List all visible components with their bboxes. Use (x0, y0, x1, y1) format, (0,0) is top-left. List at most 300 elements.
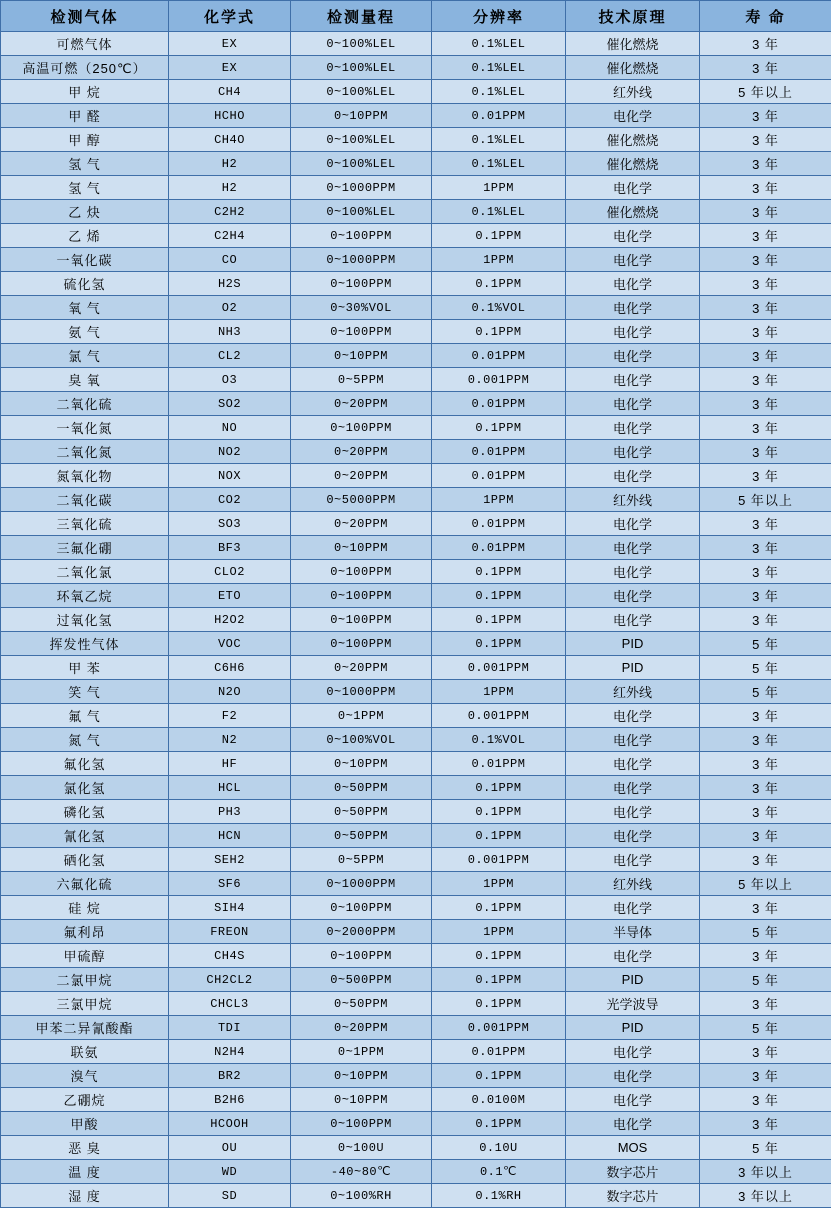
table-cell-principle: 电化学 (566, 800, 700, 824)
table-cell-range: 0~1000PPM (291, 680, 432, 704)
table-cell-formula: SF6 (169, 872, 291, 896)
table-cell-range: 0~10PPM (291, 536, 432, 560)
table-cell-formula: ETO (169, 584, 291, 608)
table-cell-name: 甲 醇 (1, 128, 169, 152)
table-cell-range: 0~100PPM (291, 632, 432, 656)
table-cell-resolution: 0.1PPM (432, 1064, 566, 1088)
table-cell-range: 0~1000PPM (291, 872, 432, 896)
table-cell-name: 甲 烷 (1, 80, 169, 104)
table-cell-resolution: 1PPM (432, 872, 566, 896)
table-cell-principle: 电化学 (566, 896, 700, 920)
table-header-row (1, 1, 831, 32)
table-cell-life: 3 年 (700, 776, 831, 800)
table-cell-formula: CO2 (169, 488, 291, 512)
table-cell-formula: PH3 (169, 800, 291, 824)
table-cell-formula: NH3 (169, 320, 291, 344)
table-cell-resolution: 0.10U (432, 1136, 566, 1160)
table-cell-formula: SEH2 (169, 848, 291, 872)
table-cell-formula: EX (169, 32, 291, 56)
table-cell-life: 3 年 (700, 440, 831, 464)
table-cell-name: 氢 气 (1, 176, 169, 200)
table-row (1, 248, 831, 272)
table-cell-principle: 催化燃烧 (566, 152, 700, 176)
table-cell-principle: 电化学 (566, 944, 700, 968)
table-cell-name: 氢 气 (1, 152, 169, 176)
table-cell-resolution: 0.1PPM (432, 944, 566, 968)
table-cell-life: 3 年 (700, 824, 831, 848)
table-cell-resolution: 0.01PPM (432, 1040, 566, 1064)
table-cell-resolution: 0.01PPM (432, 512, 566, 536)
table-cell-formula: HCHO (169, 104, 291, 128)
table-row (1, 1184, 831, 1208)
table-cell-formula: B2H6 (169, 1088, 291, 1112)
table-cell-principle: 催化燃烧 (566, 128, 700, 152)
table-cell-principle: 电化学 (566, 248, 700, 272)
table-cell-resolution: 0.001PPM (432, 656, 566, 680)
table-cell-formula: CH4O (169, 128, 291, 152)
table-cell-resolution: 0.01PPM (432, 752, 566, 776)
table-cell-life: 5 年 (700, 920, 831, 944)
table-cell-name: 甲硫醇 (1, 944, 169, 968)
table-cell-formula: O2 (169, 296, 291, 320)
table-cell-formula: TDI (169, 1016, 291, 1040)
table-cell-life: 3 年 (700, 704, 831, 728)
table-cell-principle: 电化学 (566, 296, 700, 320)
table-cell-principle: 电化学 (566, 464, 700, 488)
table-cell-range: 0~100PPM (291, 320, 432, 344)
table-row (1, 1040, 831, 1064)
table-row (1, 272, 831, 296)
table-row (1, 440, 831, 464)
table-cell-life: 3 年 (700, 944, 831, 968)
table-cell-formula: CL2 (169, 344, 291, 368)
table-row (1, 536, 831, 560)
table-cell-formula: VOC (169, 632, 291, 656)
table-row (1, 752, 831, 776)
table-cell-resolution: 0.01PPM (432, 104, 566, 128)
table-cell-life: 3 年 (700, 464, 831, 488)
table-cell-resolution: 0.1PPM (432, 776, 566, 800)
table-row (1, 56, 831, 80)
table-row (1, 1160, 831, 1184)
table-cell-principle: 电化学 (566, 368, 700, 392)
table-cell-range: 0~100PPM (291, 608, 432, 632)
table-cell-name: 三氟化硼 (1, 536, 169, 560)
table-cell-name: 二氧化碳 (1, 488, 169, 512)
table-cell-principle: 红外线 (566, 488, 700, 512)
table-row (1, 1088, 831, 1112)
column-header-formula: 化学式 (169, 1, 291, 32)
table-cell-name: 笑 气 (1, 680, 169, 704)
column-header-resolution: 分辨率 (432, 1, 566, 32)
table-cell-principle: 电化学 (566, 608, 700, 632)
table-cell-range: 0~30%VOL (291, 296, 432, 320)
table-cell-life: 3 年以上 (700, 1184, 831, 1208)
table-body (1, 32, 831, 1208)
table-cell-formula: SO2 (169, 392, 291, 416)
table-cell-formula: WD (169, 1160, 291, 1184)
table-cell-principle: 红外线 (566, 680, 700, 704)
table-row (1, 128, 831, 152)
column-header-range: 检测量程 (291, 1, 432, 32)
table-cell-range: 0~1000PPM (291, 176, 432, 200)
table-cell-resolution: 0.1PPM (432, 272, 566, 296)
table-cell-life: 5 年以上 (700, 80, 831, 104)
table-cell-principle: 电化学 (566, 1112, 700, 1136)
table-cell-range: 0~100PPM (291, 416, 432, 440)
table-cell-formula: CHCL3 (169, 992, 291, 1016)
table-cell-resolution: 0.1PPM (432, 632, 566, 656)
table-cell-life: 5 年 (700, 1136, 831, 1160)
table-cell-resolution: 0.001PPM (432, 704, 566, 728)
table-cell-life: 3 年 (700, 1040, 831, 1064)
table-cell-principle: 电化学 (566, 824, 700, 848)
table-cell-name: 氟 气 (1, 704, 169, 728)
table-cell-range: 0~10PPM (291, 1064, 432, 1088)
table-cell-range: 0~100%LEL (291, 56, 432, 80)
table-cell-principle: 红外线 (566, 80, 700, 104)
table-cell-name: 挥发性气体 (1, 632, 169, 656)
table-cell-life: 5 年以上 (700, 488, 831, 512)
table-cell-resolution: 0.01PPM (432, 440, 566, 464)
table-cell-life: 3 年 (700, 584, 831, 608)
table-cell-range: 0~1000PPM (291, 248, 432, 272)
table-cell-formula: O3 (169, 368, 291, 392)
table-cell-resolution: 0.1PPM (432, 896, 566, 920)
table-cell-formula: H2 (169, 176, 291, 200)
table-row (1, 416, 831, 440)
table-cell-range: 0~100%VOL (291, 728, 432, 752)
table-cell-formula: BF3 (169, 536, 291, 560)
table-cell-life: 3 年 (700, 320, 831, 344)
table-cell-life: 3 年 (700, 296, 831, 320)
table-cell-life: 3 年 (700, 728, 831, 752)
table-cell-formula: HF (169, 752, 291, 776)
table-cell-formula: EX (169, 56, 291, 80)
table-cell-life: 3 年 (700, 992, 831, 1016)
table-cell-resolution: 0.1PPM (432, 584, 566, 608)
table-cell-life: 5 年 (700, 1016, 831, 1040)
table-cell-name: 湿 度 (1, 1184, 169, 1208)
table-cell-life: 5 年 (700, 632, 831, 656)
table-cell-formula: N2H4 (169, 1040, 291, 1064)
table-cell-name: 过氧化氢 (1, 608, 169, 632)
table-cell-life: 3 年 (700, 1088, 831, 1112)
table-cell-range: 0~100PPM (291, 272, 432, 296)
table-cell-formula: H2 (169, 152, 291, 176)
table-cell-life: 3 年 (700, 392, 831, 416)
table-cell-formula: C2H2 (169, 200, 291, 224)
table-cell-principle: 催化燃烧 (566, 56, 700, 80)
table-cell-formula: NO (169, 416, 291, 440)
table-cell-principle: 电化学 (566, 392, 700, 416)
table-cell-life: 3 年 (700, 104, 831, 128)
table-row (1, 104, 831, 128)
table-cell-formula: BR2 (169, 1064, 291, 1088)
table-cell-name: 硅 烷 (1, 896, 169, 920)
table-cell-range: 0~100PPM (291, 560, 432, 584)
table-cell-life: 3 年 (700, 416, 831, 440)
table-row (1, 1136, 831, 1160)
table-cell-name: 氟利昂 (1, 920, 169, 944)
table-cell-principle: 电化学 (566, 320, 700, 344)
table-cell-resolution: 0.1℃ (432, 1160, 566, 1184)
table-cell-range: 0~500PPM (291, 968, 432, 992)
table-cell-principle: PID (566, 632, 700, 656)
table-cell-principle: 电化学 (566, 584, 700, 608)
table-row (1, 656, 831, 680)
table-cell-range: 0~100PPM (291, 224, 432, 248)
table-cell-range: 0~20PPM (291, 1016, 432, 1040)
table-row (1, 320, 831, 344)
table-row (1, 704, 831, 728)
table-cell-resolution: 0.1%LEL (432, 32, 566, 56)
table-cell-resolution: 0.001PPM (432, 848, 566, 872)
table-cell-range: 0~20PPM (291, 392, 432, 416)
table-cell-formula: OU (169, 1136, 291, 1160)
table-cell-life: 3 年以上 (700, 1160, 831, 1184)
table-cell-principle: 电化学 (566, 560, 700, 584)
table-cell-life: 3 年 (700, 368, 831, 392)
table-cell-principle: 电化学 (566, 272, 700, 296)
table-cell-life: 3 年 (700, 248, 831, 272)
table-cell-resolution: 0.0100M (432, 1088, 566, 1112)
table-cell-principle: PID (566, 1016, 700, 1040)
table-cell-name: 一氧化氮 (1, 416, 169, 440)
table-cell-resolution: 0.1%LEL (432, 200, 566, 224)
table-cell-resolution: 0.01PPM (432, 536, 566, 560)
table-cell-life: 3 年 (700, 1112, 831, 1136)
table-cell-range: 0~20PPM (291, 656, 432, 680)
table-cell-resolution: 1PPM (432, 248, 566, 272)
table-row (1, 560, 831, 584)
table-row (1, 992, 831, 1016)
table-cell-principle: 光学波导 (566, 992, 700, 1016)
table-cell-name: 氯 气 (1, 344, 169, 368)
table-cell-name: 乙 烯 (1, 224, 169, 248)
table-row (1, 968, 831, 992)
table-cell-formula: HCN (169, 824, 291, 848)
table-cell-name: 硫化氢 (1, 272, 169, 296)
table-cell-range: 0~20PPM (291, 464, 432, 488)
table-cell-name: 氮氧化物 (1, 464, 169, 488)
table-row (1, 800, 831, 824)
table-cell-formula: SO3 (169, 512, 291, 536)
table-row (1, 512, 831, 536)
table-cell-life: 3 年 (700, 272, 831, 296)
table-cell-principle: 电化学 (566, 1088, 700, 1112)
table-cell-formula: FREON (169, 920, 291, 944)
table-cell-resolution: 0.1%LEL (432, 152, 566, 176)
table-cell-formula: CH2CL2 (169, 968, 291, 992)
table-cell-formula: N2 (169, 728, 291, 752)
table-cell-resolution: 0.01PPM (432, 392, 566, 416)
table-cell-resolution: 0.001PPM (432, 1016, 566, 1040)
table-cell-range: 0~50PPM (291, 992, 432, 1016)
table-cell-life: 3 年 (700, 200, 831, 224)
table-cell-life: 3 年 (700, 560, 831, 584)
table-cell-name: 氧 气 (1, 296, 169, 320)
table-cell-name: 三氧化硫 (1, 512, 169, 536)
table-cell-name: 氯化氢 (1, 776, 169, 800)
table-cell-formula: CLO2 (169, 560, 291, 584)
table-row (1, 1112, 831, 1136)
table-cell-formula: NO2 (169, 440, 291, 464)
table-cell-resolution: 0.1PPM (432, 560, 566, 584)
table-cell-formula: HCL (169, 776, 291, 800)
table-row (1, 224, 831, 248)
table-cell-formula: HCOOH (169, 1112, 291, 1136)
table-cell-principle: 电化学 (566, 704, 700, 728)
table-cell-formula: N2O (169, 680, 291, 704)
table-cell-range: 0~100%LEL (291, 32, 432, 56)
table-cell-life: 3 年 (700, 752, 831, 776)
table-cell-resolution: 1PPM (432, 680, 566, 704)
table-cell-formula: F2 (169, 704, 291, 728)
table-row (1, 368, 831, 392)
table-cell-principle: PID (566, 968, 700, 992)
table-cell-name: 可燃气体 (1, 32, 169, 56)
table-cell-life: 3 年 (700, 152, 831, 176)
table-cell-name: 磷化氢 (1, 800, 169, 824)
table-cell-resolution: 0.1%VOL (432, 296, 566, 320)
table-cell-formula: H2O2 (169, 608, 291, 632)
table-row (1, 728, 831, 752)
table-cell-life: 3 年 (700, 608, 831, 632)
table-cell-principle: 电化学 (566, 752, 700, 776)
table-cell-range: 0~50PPM (291, 824, 432, 848)
table-row (1, 152, 831, 176)
table-row (1, 848, 831, 872)
table-row (1, 584, 831, 608)
table-cell-principle: 电化学 (566, 536, 700, 560)
table-cell-life: 5 年 (700, 680, 831, 704)
table-cell-principle: 电化学 (566, 728, 700, 752)
table-cell-life: 3 年 (700, 224, 831, 248)
table-cell-formula: C2H4 (169, 224, 291, 248)
table-cell-principle: 电化学 (566, 104, 700, 128)
table-cell-principle: 电化学 (566, 848, 700, 872)
table-cell-principle: 数字芯片 (566, 1160, 700, 1184)
table-row (1, 680, 831, 704)
table-cell-name: 高温可燃（250℃） (1, 56, 169, 80)
table-cell-name: 氮 气 (1, 728, 169, 752)
table-cell-life: 5 年 (700, 968, 831, 992)
table-cell-name: 甲酸 (1, 1112, 169, 1136)
table-cell-resolution: 0.1PPM (432, 800, 566, 824)
table-cell-name: 乙 炔 (1, 200, 169, 224)
table-row (1, 1064, 831, 1088)
table-cell-range: 0~10PPM (291, 752, 432, 776)
table-cell-name: 恶 臭 (1, 1136, 169, 1160)
table-cell-name: 溴气 (1, 1064, 169, 1088)
table-row (1, 80, 831, 104)
table-row (1, 776, 831, 800)
table-row (1, 392, 831, 416)
table-cell-life: 3 年 (700, 848, 831, 872)
table-cell-name: 二氧化硫 (1, 392, 169, 416)
table-cell-resolution: 0.001PPM (432, 368, 566, 392)
table-cell-range: 0~100U (291, 1136, 432, 1160)
table-cell-principle: 电化学 (566, 440, 700, 464)
table-cell-resolution: 0.1%RH (432, 1184, 566, 1208)
table-cell-range: 0~1PPM (291, 704, 432, 728)
table-cell-range: 0~100%LEL (291, 128, 432, 152)
table-cell-range: 0~20PPM (291, 440, 432, 464)
table-cell-formula: CO (169, 248, 291, 272)
table-row (1, 176, 831, 200)
table-cell-formula: NOX (169, 464, 291, 488)
table-cell-life: 3 年 (700, 344, 831, 368)
table-cell-formula: CH4 (169, 80, 291, 104)
table-cell-principle: 数字芯片 (566, 1184, 700, 1208)
table-cell-name: 甲 醛 (1, 104, 169, 128)
table-cell-formula: SD (169, 1184, 291, 1208)
table-cell-range: 0~1PPM (291, 1040, 432, 1064)
table-cell-name: 一氧化碳 (1, 248, 169, 272)
table-cell-range: 0~5PPM (291, 848, 432, 872)
table-cell-range: 0~100PPM (291, 584, 432, 608)
table-cell-life: 5 年以上 (700, 872, 831, 896)
table-cell-principle: 电化学 (566, 176, 700, 200)
table-cell-range: 0~2000PPM (291, 920, 432, 944)
table-cell-principle: 电化学 (566, 344, 700, 368)
table-row (1, 1016, 831, 1040)
table-cell-resolution: 0.1PPM (432, 416, 566, 440)
table-row (1, 872, 831, 896)
table-cell-principle: PID (566, 656, 700, 680)
table-cell-life: 3 年 (700, 1064, 831, 1088)
table-cell-resolution: 0.1%LEL (432, 80, 566, 104)
table-cell-name: 二氯甲烷 (1, 968, 169, 992)
table-cell-range: 0~100%LEL (291, 200, 432, 224)
table-cell-range: 0~100%LEL (291, 152, 432, 176)
table-cell-resolution: 0.1%LEL (432, 128, 566, 152)
table-cell-formula: SIH4 (169, 896, 291, 920)
table-cell-principle: 电化学 (566, 1040, 700, 1064)
column-header-principle: 技术原理 (566, 1, 700, 32)
table-row (1, 488, 831, 512)
table-cell-name: 硒化氢 (1, 848, 169, 872)
table-cell-resolution: 0.1PPM (432, 824, 566, 848)
table-cell-range: 0~20PPM (291, 512, 432, 536)
table-cell-name: 三氯甲烷 (1, 992, 169, 1016)
table-cell-life: 3 年 (700, 536, 831, 560)
table-cell-name: 乙硼烷 (1, 1088, 169, 1112)
table-cell-resolution: 0.01PPM (432, 464, 566, 488)
table-cell-range: 0~100PPM (291, 1112, 432, 1136)
table-cell-range: 0~100PPM (291, 896, 432, 920)
table-row (1, 32, 831, 56)
table-cell-range: 0~100%LEL (291, 80, 432, 104)
table-cell-range: 0~10PPM (291, 104, 432, 128)
table-cell-life: 3 年 (700, 896, 831, 920)
table-cell-life: 3 年 (700, 176, 831, 200)
table-cell-resolution: 1PPM (432, 920, 566, 944)
table-cell-life: 3 年 (700, 800, 831, 824)
table-cell-resolution: 0.1PPM (432, 1112, 566, 1136)
table-cell-life: 5 年 (700, 656, 831, 680)
table-row (1, 632, 831, 656)
table-row (1, 920, 831, 944)
table-cell-resolution: 1PPM (432, 488, 566, 512)
table-row (1, 944, 831, 968)
table-row (1, 896, 831, 920)
table-cell-name: 二氧化氮 (1, 440, 169, 464)
table-cell-name: 臭 氧 (1, 368, 169, 392)
table-cell-resolution: 0.01PPM (432, 344, 566, 368)
table-cell-life: 3 年 (700, 32, 831, 56)
